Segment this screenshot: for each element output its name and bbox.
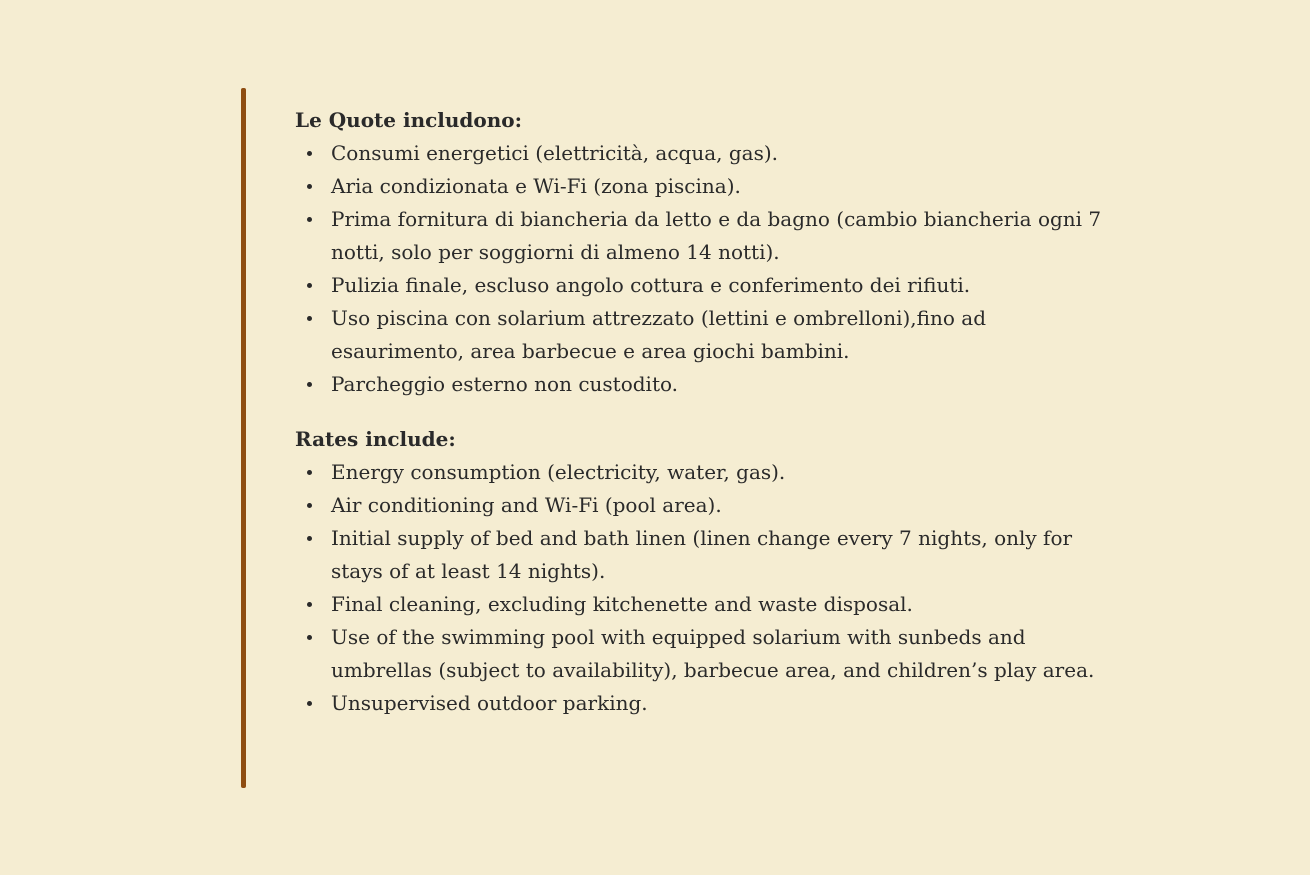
bullet-icon xyxy=(307,151,312,156)
section-heading-italian: Le Quote includono: xyxy=(295,108,523,132)
list-item-text: Prima fornitura di biancheria da letto e da bagno (cambio biancheria ogni 7 notti, solo per soggiorni di almeno 14 notti). xyxy=(331,207,1102,264)
list-item xyxy=(295,203,1103,269)
vertical-accent-line xyxy=(241,88,246,788)
list-item-text: Energy consumption (electricity, water, gas). xyxy=(331,460,786,484)
list-item-text: Final cleaning, excluding kitchenette and waste disposal. xyxy=(331,592,913,616)
bullet-icon xyxy=(307,184,312,189)
bullet-icon xyxy=(307,316,312,321)
bullet-icon xyxy=(307,503,312,508)
list-item xyxy=(295,687,1103,720)
bullet-icon xyxy=(307,536,312,541)
bullet-list-english xyxy=(295,456,1103,720)
list-item-text: Consumi energetici (elettricità, acqua, gas). xyxy=(331,141,779,165)
bullet-list-italian xyxy=(295,137,1103,401)
list-item-text: Aria condizionata e Wi-Fi (zona piscina). xyxy=(331,174,741,198)
list-item xyxy=(295,170,1103,203)
section-rates-english xyxy=(295,423,1103,720)
list-item-text: Use of the swimming pool with equipped solarium with sunbeds and umbrellas (subject to availability), barbecue area, and children’s play area. xyxy=(331,625,1095,682)
list-item-text: Parcheggio esterno non custodito. xyxy=(331,372,679,396)
list-item xyxy=(295,489,1103,522)
bullet-icon xyxy=(307,382,312,387)
bullet-icon xyxy=(307,701,312,706)
list-item xyxy=(295,368,1103,401)
section-heading-english: Rates include: xyxy=(295,427,456,451)
list-item-text: Unsupervised outdoor parking. xyxy=(331,691,648,715)
bullet-icon xyxy=(307,283,312,288)
bullet-icon xyxy=(307,470,312,475)
list-item xyxy=(295,621,1103,687)
list-item xyxy=(295,137,1103,170)
list-item xyxy=(295,456,1103,489)
list-item xyxy=(295,269,1103,302)
bullet-icon xyxy=(307,217,312,222)
list-item xyxy=(295,522,1103,588)
bullet-icon xyxy=(307,635,312,640)
list-item-text: Air conditioning and Wi-Fi (pool area). xyxy=(331,493,722,517)
section-rates-italian xyxy=(295,104,1103,401)
list-item-text: Uso piscina con solarium attrezzato (lettini e ombrelloni),fino ad esaurimento, area barbecue e area giochi bambini. xyxy=(331,306,986,363)
content-block xyxy=(295,104,1103,720)
list-item-text: Pulizia finale, escluso angolo cottura e conferimento dei rifiuti. xyxy=(331,273,971,297)
list-item-text: Initial supply of bed and bath linen (linen change every 7 nights, only for stays of at least 14 nights). xyxy=(331,526,1073,583)
bullet-icon xyxy=(307,602,312,607)
list-item xyxy=(295,588,1103,621)
list-item xyxy=(295,302,1103,368)
